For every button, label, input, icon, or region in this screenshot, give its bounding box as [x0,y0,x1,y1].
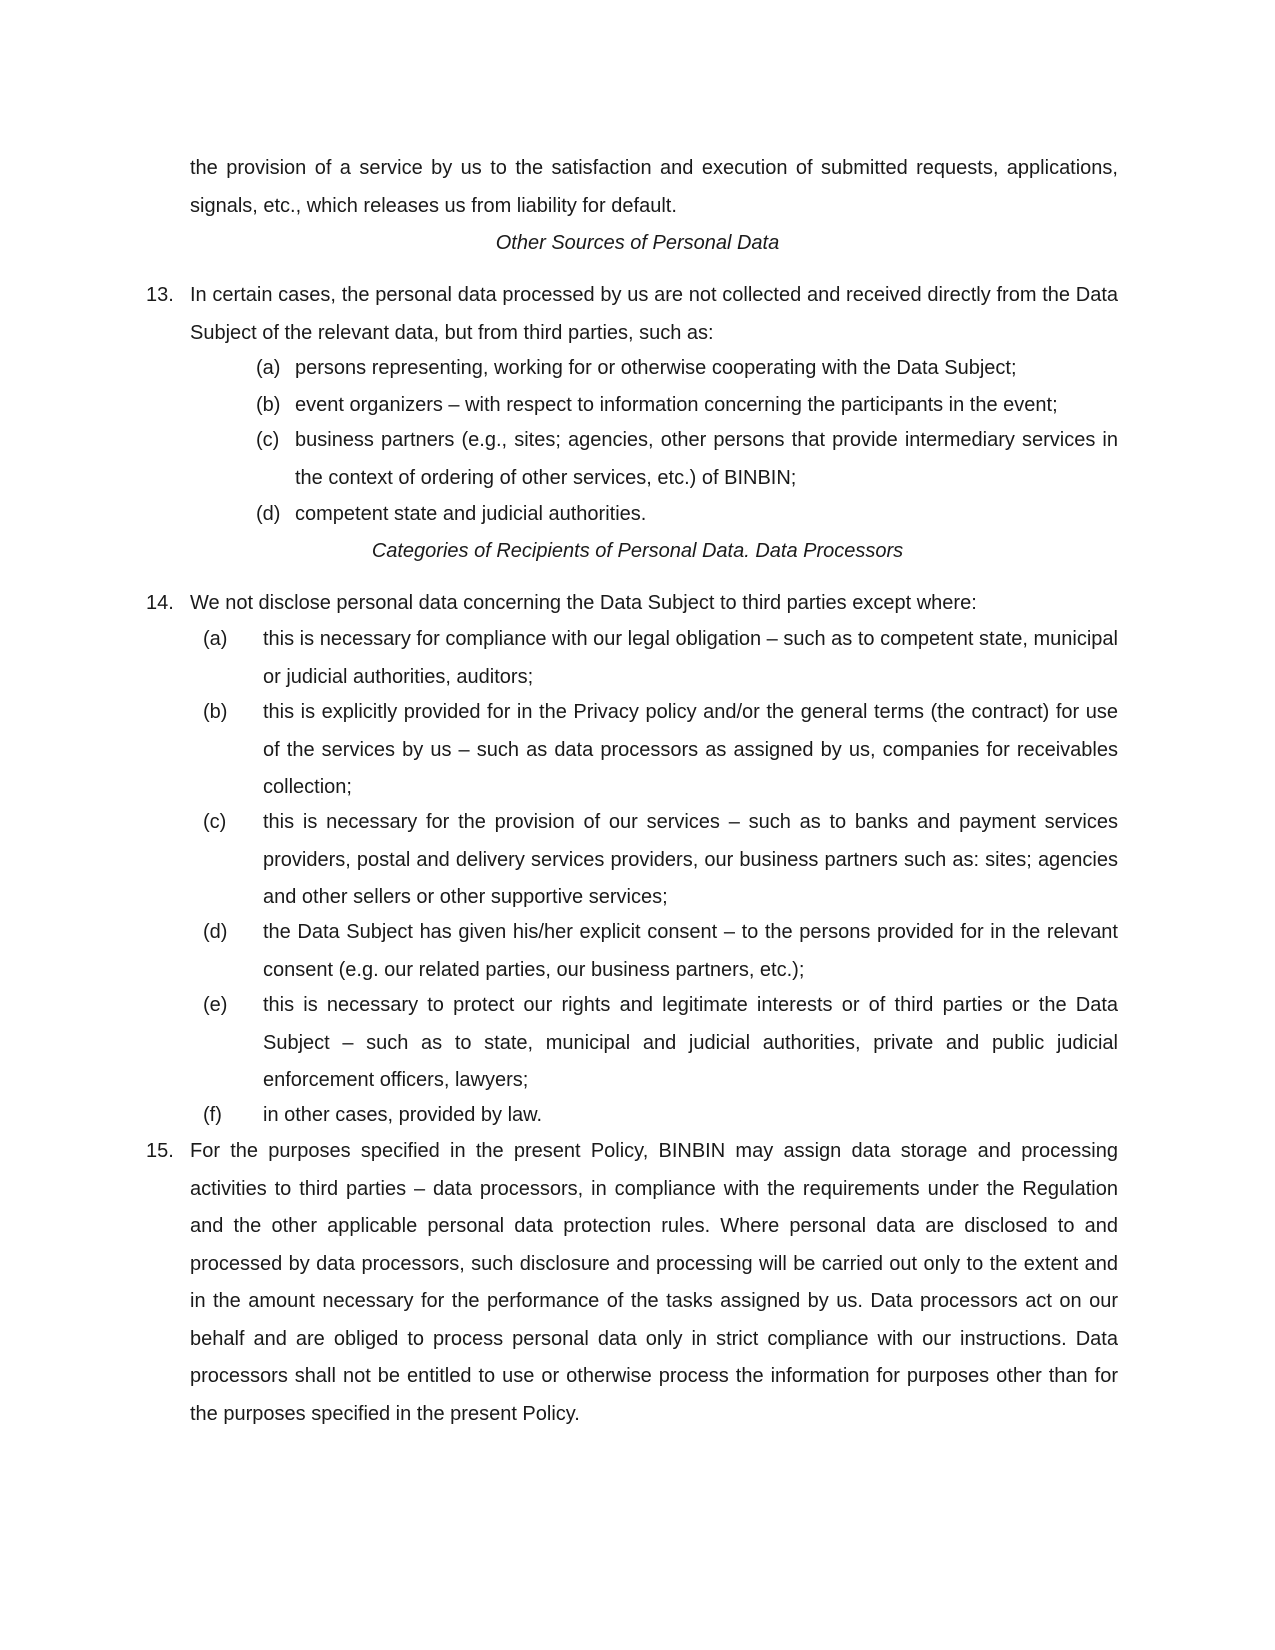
list-item-text: this is necessary for the provision of our services – such as to banks and payment services providers, postal and delivery services providers, our business partners such as: sites; agencies and other sellers or other supportive services; [263,811,1118,908]
list-item-text: the Data Subject has given his/her explicit consent – to the persons provided for in the relevant consent (e.g. our related parties, our business partners, etc.); [263,921,1118,981]
list-item-label: (d) [256,503,281,525]
list-item-label: (b) [256,394,281,416]
item-15-text: For the purposes specified in the present Policy, BINBIN may assign data storage and processing activities to third parties – data processors, in compliance with the requirements under the Regulation and the other applicable personal data protection rules. Where personal data are disclosed to and processed by data processors, such disclosure and processing will be carried out only to the extent and in the amount necessary for the performance of the tasks assigned by us. Data processors act on our behalf and are obliged to process personal data only in strict compliance with our instructions. Data processors shall not be entitled to use or otherwise process the information for purposes other than for the purposes specified in the present Policy. [190,1140,1118,1425]
list-item-text: event organizers – with respect to information concerning the participants in the event; [295,394,1058,416]
list-item-label: (e) [203,994,228,1016]
list-item-label: (a) [203,628,228,650]
list-item-text: this is necessary for compliance with our legal obligation – such as to competent state, municipal or judicial authorities, auditors; [263,628,1118,688]
list-item-label: (c) [203,811,227,833]
list-item-label: (f) [203,1104,222,1126]
list-item-label: (c) [256,429,280,451]
section-heading-recipients: Categories of Recipients of Personal Data. Data Processors [371,540,904,562]
item-number: 15. [146,1140,174,1162]
list-item-label: (b) [203,701,228,723]
item-number: 13. [146,284,174,306]
list-item-label: (d) [203,921,228,943]
list-item-text: competent state and judicial authorities. [295,503,647,525]
item-14-text: We not disclose personal data concerning the Data Subject to third parties except where: [190,592,977,614]
list-item-label: (a) [256,357,281,379]
list-item-text: this is necessary to protect our rights and legitimate interests or of third parties or the Data Subject – such as to state, municipal and judicial authorities, private and public judicial enforcement officers, lawyers; [263,994,1118,1091]
list-item-text: in other cases, provided by law. [263,1104,543,1126]
list-item-text: business partners (e.g., sites; agencies, other persons that provide intermediary services in the context of ordering of other services, etc.) of BINBIN; [295,429,1118,489]
section-heading-other-sources: Other Sources of Personal Data [495,232,780,254]
list-item-text: this is explicitly provided for in the Privacy policy and/or the general terms (the contract) for use of the services by us – such as data processors as assigned by us, companies for receivables collection; [263,701,1118,798]
continuation-paragraph: the provision of a service by us to the satisfaction and execution of submitted requests, applications, signals, etc., which releases us from liability for default. [190,157,1118,217]
item-13-text: In certain cases, the personal data processed by us are not collected and received directly from the Data Subject of the relevant data, but from third parties, such as: [190,284,1118,344]
item-number: 14. [146,592,174,614]
list-item-text: persons representing, working for or otherwise cooperating with the Data Subject; [295,357,1017,379]
